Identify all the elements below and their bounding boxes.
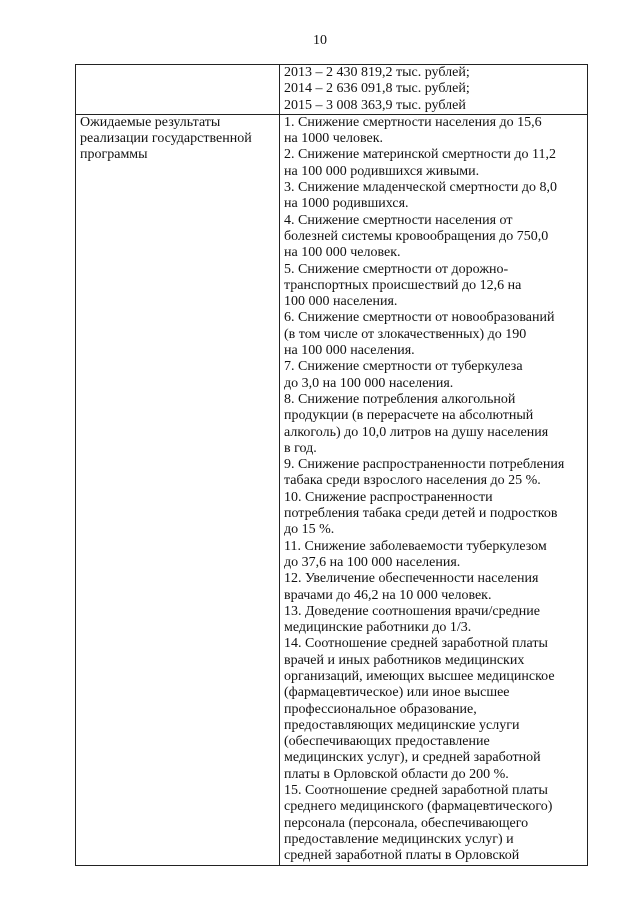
result-line: до 3,0 на 100 000 населения.	[284, 375, 454, 391]
result-line: 5. Снижение смертности от дорожно-	[284, 261, 509, 277]
result-line: в год.	[284, 440, 317, 456]
result-line: до 15 %.	[284, 522, 335, 538]
result-line: 15. Соотношение средней заработной платы	[284, 783, 548, 799]
expected-results-list-cell	[280, 114, 588, 865]
result-line: врачей и иных работников медицинских	[284, 652, 525, 668]
result-line: 10. Снижение распространенности	[284, 489, 493, 505]
result-line: (в том числе от злокачественных) до 190	[284, 326, 527, 342]
result-line: медицинских услуг), и средней заработной	[284, 750, 541, 766]
funding-line: 2013 – 2 430 819,2 тыс. рублей;	[284, 65, 470, 80]
result-line: 12. Увеличение обеспеченности населения	[284, 571, 539, 587]
result-line: на 100 000 населения.	[284, 343, 415, 359]
result-line: предоставление медицинских услуг) и	[284, 831, 514, 847]
result-line: платы в Орловской области до 200 %.	[284, 766, 509, 782]
expected-results-label-line: Ожидаемые результаты	[80, 114, 221, 130]
table-row-expected-results	[76, 114, 588, 865]
result-line: 14. Соотношение средней заработной платы	[284, 636, 548, 652]
result-line: (фармацевтическое) или иное высшее	[284, 685, 510, 701]
result-line: на 1000 родившихся.	[284, 196, 409, 212]
expected-results-label-line: программы	[80, 147, 148, 163]
result-line: 9. Снижение распространенности потребления	[284, 457, 565, 473]
expected-results-label-cell	[76, 114, 280, 865]
program-passport-table	[75, 64, 588, 866]
result-line: алкоголь) до 10,0 литров на душу населения	[284, 424, 549, 440]
result-line: организаций, имеющих высшее медицинское	[284, 668, 555, 684]
result-line: 3. Снижение младенческой смертности до 8,0	[284, 180, 558, 196]
result-line: до 37,6 на 100 000 населения.	[284, 554, 461, 570]
result-line: табака среди взрослого населения до 25 %.	[284, 473, 541, 489]
result-line: 11. Снижение заболеваемости туберкулезом	[284, 538, 547, 554]
result-line: на 100 000 человек.	[284, 245, 401, 261]
result-line: 100 000 населения.	[284, 294, 398, 310]
result-line: 4. Снижение смертности населения от	[284, 212, 513, 228]
funding-label-cell	[76, 65, 280, 115]
result-line: профессиональное образование,	[284, 701, 477, 717]
result-line: продукции (в перерасчете на абсолютный	[284, 408, 534, 424]
result-line: на 1000 человек.	[284, 131, 383, 147]
funding-values-cell	[280, 65, 588, 115]
expected-results-label-line: реализации государственной	[80, 131, 252, 147]
result-line: транспортных происшествий до 12,6 на	[284, 277, 522, 293]
result-line: 13. Доведение соотношения врачи/средние	[284, 603, 540, 619]
result-line: болезней системы кровообращения до 750,0	[284, 228, 549, 244]
table-row-funding	[76, 65, 588, 115]
result-line: врачами до 46,2 на 10 000 человек.	[284, 587, 492, 603]
funding-line: 2014 – 2 636 091,8 тыс. рублей;	[284, 81, 470, 97]
result-line: потребления табака среди детей и подростков	[284, 506, 558, 522]
result-line: 6. Снижение смертности от новообразований	[284, 310, 555, 326]
result-line: 1. Снижение смертности населения до 15,6	[284, 114, 542, 130]
result-line: на 100 000 родившихся живыми.	[284, 163, 480, 179]
page-number: 10	[313, 33, 327, 48]
result-line: 8. Снижение потребления алкогольной	[284, 391, 516, 407]
result-line: предоставляющих медицинские услуги	[284, 717, 520, 733]
result-line: медицинские работники до 1/3.	[284, 620, 472, 636]
funding-line: 2015 – 3 008 363,9 тыс. рублей	[284, 97, 466, 113]
result-line: 7. Снижение смертности от туберкулеза	[284, 359, 523, 375]
result-line: персонала (персонала, обеспечивающего	[284, 815, 529, 831]
result-line: средней заработной платы в Орловской	[284, 848, 520, 864]
result-line: (обеспечивающих предоставление	[284, 734, 490, 750]
result-line: 2. Снижение материнской смертности до 11,2	[284, 147, 556, 163]
result-line: среднего медицинского (фармацевтического)	[284, 799, 553, 815]
